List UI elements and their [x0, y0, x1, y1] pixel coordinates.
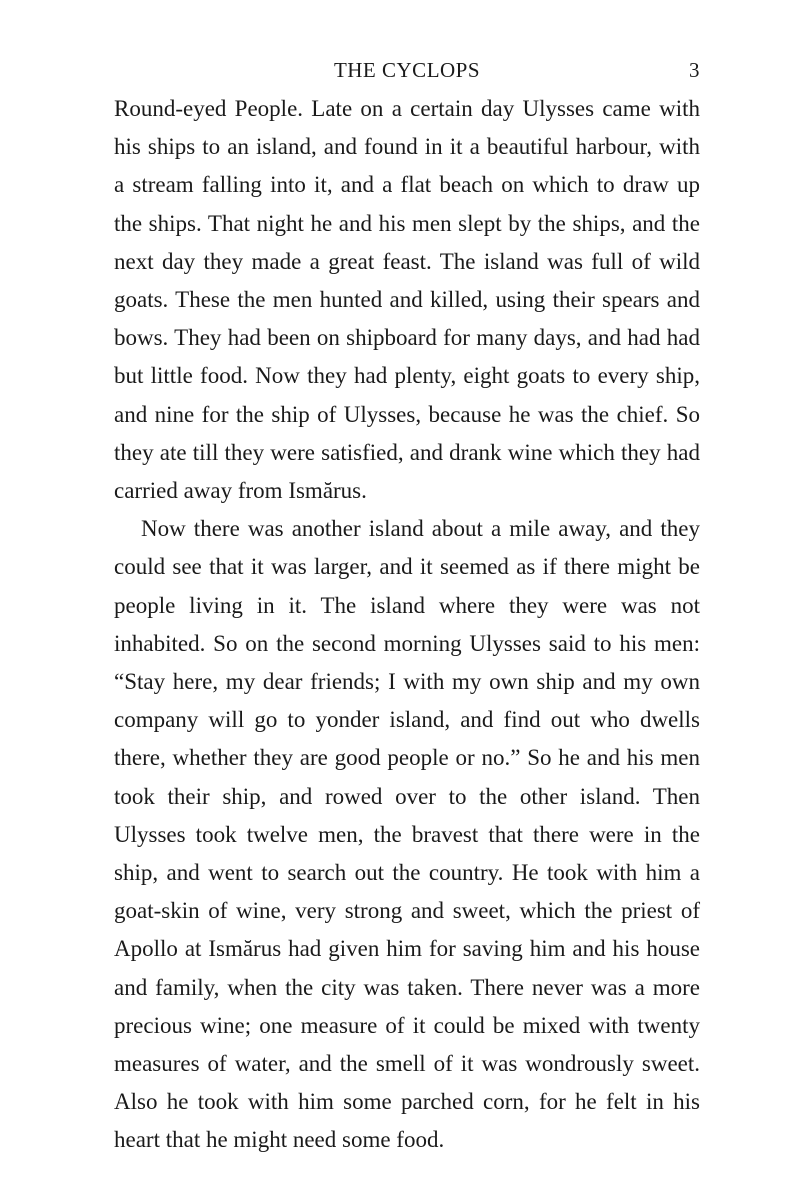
- chapter-title: THE CYCLOPS: [333, 58, 481, 82]
- body-text: [114, 90, 700, 1160]
- book-page: [114, 54, 700, 1154]
- paragraph-2: Now there was another island about a mile away, and they could see that it was larger, and it seemed as if there might be people living in it. The island where they were was not inhabited. So on the second morning Ulysses said to his men: “Stay here, my dear friends; I with my own ship and my own company will go to yonder island, and find out who dwells there, whether they are good people or no.” So he and his men took their ship, and rowed over to the other island. Then Ulysses took twelve men, the bravest that there were in the ship, and went to search out the country. He took with him a goat-skin of wine, very strong and sweet, which the priest of Apollo at Ismărus had given him for saving him and his house and family, when the city was taken. There never was a more precious wine; one measure of it could be mixed with twenty measures of water, and the smell of it was wondrously sweet. Also he took with him some parched corn, for he felt in his heart that he might need some food.: [114, 516, 700, 1153]
- paragraph-1: Round-eyed People. Late on a certain day Ulysses came with his ships to an island, and found in it a beautiful harbour, with a stream falling into it, and a flat beach on which to draw up the ships. That night he and his men slept by the ships, and the next day they made a great feast. The island was full of wild goats. These the men hunted and killed, using their spears and bows. They had been on shipboard for many days, and had had but little food. Now they had plenty, eight goats to every ship, and nine for the ship of Ulysses, because he was the chief. So they ate till they were satisfied, and drank wine which they had carried away from Ismărus.: [114, 96, 700, 504]
- page-number: 3: [689, 58, 700, 82]
- running-header: [114, 54, 700, 90]
